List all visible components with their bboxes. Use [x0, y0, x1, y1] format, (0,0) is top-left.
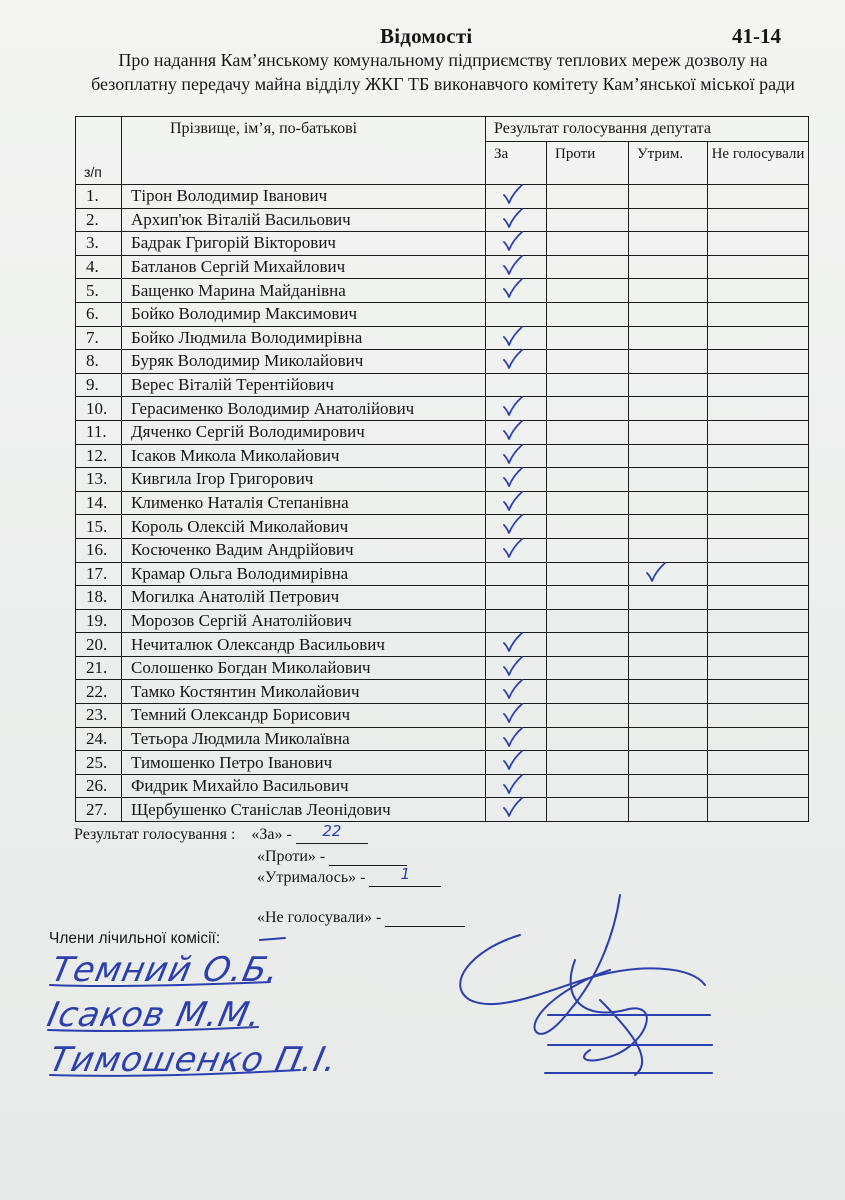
vote-cell-za — [486, 538, 547, 562]
row-number: 21. — [76, 656, 122, 680]
vote-cell-proty — [547, 444, 629, 468]
vote-cell-proty — [547, 704, 629, 728]
vote-cell-utrym — [629, 491, 708, 515]
deputy-name: Фидрик Михайло Васильович — [122, 774, 486, 798]
vote-cell-ne — [708, 468, 809, 492]
table-row — [76, 633, 809, 657]
vote-cell-ne — [708, 562, 809, 586]
commission-signature-3: Тимошенко П.І. — [45, 1040, 342, 1080]
vote-cell-proty — [547, 208, 629, 232]
vote-cell-za — [486, 326, 547, 350]
checkmark-icon — [502, 655, 524, 679]
row-number: 6. — [76, 302, 122, 326]
deputy-name: Могилка Анатолій Петрович — [122, 586, 486, 610]
vote-cell-ne — [708, 208, 809, 232]
table-row — [76, 255, 809, 279]
summary-against-line — [257, 847, 407, 866]
table-row — [76, 515, 809, 539]
vote-cell-za — [486, 491, 547, 515]
vote-cell-proty — [547, 232, 629, 256]
deputy-name: Тамко Костянтин Миколайович — [122, 680, 486, 704]
table-row — [76, 751, 809, 775]
row-number: 16. — [76, 538, 122, 562]
vote-cell-proty — [547, 562, 629, 586]
row-number: 23. — [76, 704, 122, 728]
deputy-name: Буряк Володимир Миколайович — [122, 350, 486, 374]
vote-cell-za — [486, 185, 547, 209]
checkmark-icon — [502, 230, 524, 254]
vote-cell-ne — [708, 420, 809, 444]
checkmark-icon — [502, 348, 524, 372]
deputy-name: Король Олексій Миколайович — [122, 515, 486, 539]
column-header-abstain: Утрим. — [629, 142, 708, 185]
vote-cell-utrym — [629, 444, 708, 468]
vote-cell-proty — [547, 751, 629, 775]
checkmark-icon — [502, 277, 524, 301]
vote-cell-ne — [708, 751, 809, 775]
vote-cell-za — [486, 373, 547, 397]
vote-cell-ne — [708, 373, 809, 397]
vote-cell-proty — [547, 326, 629, 350]
vote-cell-ne — [708, 656, 809, 680]
vote-cell-utrym — [629, 232, 708, 256]
table-row — [76, 279, 809, 303]
vote-cell-proty — [547, 727, 629, 751]
row-number: 11. — [76, 420, 122, 444]
vote-cell-za — [486, 397, 547, 421]
checkmark-icon — [502, 395, 524, 419]
checkmark-icon — [502, 726, 524, 750]
commission-signature-1: Темний О.Б. — [47, 950, 284, 990]
commission-signature-2: Ісаков М.М. — [43, 995, 266, 1035]
table-row — [76, 609, 809, 633]
row-number: 5. — [76, 279, 122, 303]
vote-cell-za — [486, 420, 547, 444]
checkmark-icon — [502, 631, 524, 655]
document-title: Відомості — [380, 24, 473, 48]
checkmark-icon — [502, 773, 524, 797]
vote-cell-za — [486, 633, 547, 657]
summary-novote-label: «Не голосували» - — [257, 909, 382, 926]
vote-cell-za — [486, 468, 547, 492]
voting-table — [75, 116, 809, 822]
vote-cell-za — [486, 798, 547, 822]
checkmark-icon — [502, 537, 524, 561]
table-row — [76, 798, 809, 822]
vote-cell-utrym — [629, 633, 708, 657]
vote-cell-ne — [708, 350, 809, 374]
vote-cell-za — [486, 562, 547, 586]
commission-label: Члени лічильної комісії: — [49, 930, 221, 947]
checkmark-icon — [502, 325, 524, 349]
row-number: 25. — [76, 751, 122, 775]
vote-cell-utrym — [629, 468, 708, 492]
vote-cell-proty — [547, 586, 629, 610]
vote-cell-proty — [547, 279, 629, 303]
checkmark-icon — [502, 749, 524, 773]
summary-for-line — [74, 822, 368, 844]
table-row — [76, 704, 809, 728]
vote-cell-proty — [547, 185, 629, 209]
summary-against-label: «Проти» - — [257, 848, 326, 865]
vote-cell-ne — [708, 491, 809, 515]
checkmark-icon — [502, 443, 524, 467]
vote-cell-proty — [547, 255, 629, 279]
table-row — [76, 232, 809, 256]
deputy-name: Тимошенко Петро Іванович — [122, 751, 486, 775]
vote-cell-utrym — [629, 397, 708, 421]
vote-cell-utrym — [629, 704, 708, 728]
vote-cell-ne — [708, 538, 809, 562]
vote-cell-za — [486, 444, 547, 468]
deputy-name: Темний Олександр Борисович — [122, 704, 486, 728]
vote-cell-za — [486, 656, 547, 680]
table-row — [76, 350, 809, 374]
vote-cell-ne — [708, 633, 809, 657]
vote-cell-ne — [708, 515, 809, 539]
vote-cell-utrym — [629, 562, 708, 586]
deputy-name: Ісаков Микола Миколайович — [122, 444, 486, 468]
vote-cell-za — [486, 255, 547, 279]
table-row — [76, 727, 809, 751]
vote-cell-proty — [547, 633, 629, 657]
row-number: 7. — [76, 326, 122, 350]
table-row — [76, 444, 809, 468]
summary-novote-field — [385, 908, 465, 927]
checkmark-icon — [502, 796, 524, 820]
summary-label: Результат голосування : — [74, 826, 236, 843]
deputy-name: Солошенко Богдан Миколайович — [122, 656, 486, 680]
vote-cell-za — [486, 208, 547, 232]
column-header-name: Прізвище, ім’я, по-батькові — [122, 117, 486, 185]
deputy-name: Кивгила Ігор Григорович — [122, 468, 486, 492]
vote-cell-proty — [547, 538, 629, 562]
row-number: 17. — [76, 562, 122, 586]
row-number: 27. — [76, 798, 122, 822]
vote-cell-ne — [708, 798, 809, 822]
vote-cell-utrym — [629, 420, 708, 444]
vote-cell-za — [486, 727, 547, 751]
vote-cell-proty — [547, 680, 629, 704]
vote-cell-ne — [708, 680, 809, 704]
vote-cell-utrym — [629, 774, 708, 798]
vote-cell-utrym — [629, 373, 708, 397]
vote-cell-utrym — [629, 609, 708, 633]
table-row — [76, 185, 809, 209]
vote-cell-za — [486, 302, 547, 326]
vote-cell-za — [486, 232, 547, 256]
table-row — [76, 373, 809, 397]
vote-cell-utrym — [629, 350, 708, 374]
summary-novote-line — [257, 908, 465, 927]
table-row — [76, 326, 809, 350]
vote-cell-ne — [708, 774, 809, 798]
summary-for-field — [296, 822, 368, 844]
vote-cell-utrym — [629, 798, 708, 822]
deputy-name: Дяченко Сергій Володимирович — [122, 420, 486, 444]
vote-cell-ne — [708, 586, 809, 610]
vote-cell-ne — [708, 185, 809, 209]
vote-cell-proty — [547, 609, 629, 633]
table-row — [76, 420, 809, 444]
vote-cell-utrym — [629, 515, 708, 539]
deputy-name: Бадрак Григорій Вікторович — [122, 232, 486, 256]
vote-cell-za — [486, 279, 547, 303]
vote-cell-utrym — [629, 255, 708, 279]
checkmark-icon — [502, 490, 524, 514]
row-number: 18. — [76, 586, 122, 610]
vote-cell-utrym — [629, 326, 708, 350]
column-header-result: Результат голосування депутата — [486, 117, 809, 142]
vote-cell-proty — [547, 656, 629, 680]
row-number: 12. — [76, 444, 122, 468]
vote-cell-proty — [547, 397, 629, 421]
table-row — [76, 208, 809, 232]
summary-abstain-field — [369, 865, 441, 887]
deputy-name: Морозов Сергій Анатолійович — [122, 609, 486, 633]
checkmark-icon — [645, 561, 667, 585]
vote-cell-za — [486, 704, 547, 728]
deputy-name: Тірон Володимир Іванович — [122, 185, 486, 209]
row-number: 8. — [76, 350, 122, 374]
summary-abstain-line — [257, 865, 441, 887]
deputy-name: Нечиталюк Олександр Васильович — [122, 633, 486, 657]
checkmark-icon — [502, 419, 524, 443]
table-row — [76, 586, 809, 610]
deputy-name: Верес Віталій Терентійович — [122, 373, 486, 397]
deputy-name: Косюченко Вадим Андрійович — [122, 538, 486, 562]
summary-abstain-value: 1 — [400, 865, 411, 883]
checkmark-icon — [502, 466, 524, 490]
row-number: 10. — [76, 397, 122, 421]
vote-cell-proty — [547, 515, 629, 539]
row-number: 3. — [76, 232, 122, 256]
vote-cell-za — [486, 609, 547, 633]
vote-cell-ne — [708, 302, 809, 326]
deputy-name: Клименко Наталія Степанівна — [122, 491, 486, 515]
vote-cell-ne — [708, 609, 809, 633]
checkmark-icon — [502, 513, 524, 537]
vote-cell-za — [486, 586, 547, 610]
row-number: 22. — [76, 680, 122, 704]
vote-cell-za — [486, 515, 547, 539]
vote-cell-proty — [547, 302, 629, 326]
table-row — [76, 562, 809, 586]
vote-cell-ne — [708, 255, 809, 279]
column-header-number: з/п — [76, 117, 122, 185]
vote-cell-za — [486, 751, 547, 775]
checkmark-icon — [502, 183, 524, 207]
voting-table-body — [76, 185, 809, 822]
vote-cell-ne — [708, 279, 809, 303]
vote-cell-za — [486, 680, 547, 704]
deputy-name: Батланов Сергій Михайлович — [122, 255, 486, 279]
vote-cell-proty — [547, 350, 629, 374]
vote-cell-utrym — [629, 751, 708, 775]
table-row — [76, 468, 809, 492]
column-header-for: За — [486, 142, 547, 185]
row-number: 9. — [76, 373, 122, 397]
deputy-name: Тетьора Людмила Миколаївна — [122, 727, 486, 751]
row-number: 2. — [76, 208, 122, 232]
table-row — [76, 491, 809, 515]
table-row — [76, 538, 809, 562]
vote-cell-utrym — [629, 185, 708, 209]
table-row — [76, 302, 809, 326]
checkmark-icon — [502, 254, 524, 278]
vote-cell-za — [486, 774, 547, 798]
table-row — [76, 680, 809, 704]
summary-for-label: «За» - — [251, 826, 292, 843]
vote-cell-utrym — [629, 586, 708, 610]
deputy-name: Щербушенко Станіслав Леонідович — [122, 798, 486, 822]
checkmark-icon — [502, 702, 524, 726]
column-header-novote: Не голосували — [708, 142, 809, 185]
vote-cell-proty — [547, 491, 629, 515]
vote-cell-ne — [708, 704, 809, 728]
column-header-against: Проти — [547, 142, 629, 185]
deputy-name: Герасименко Володимир Анатолійович — [122, 397, 486, 421]
vote-cell-utrym — [629, 656, 708, 680]
deputy-name: Крамар Ольга Володимирівна — [122, 562, 486, 586]
vote-cell-proty — [547, 373, 629, 397]
vote-cell-utrym — [629, 680, 708, 704]
vote-cell-utrym — [629, 208, 708, 232]
row-number: 19. — [76, 609, 122, 633]
deputy-name: Архип'юк Віталій Васильович — [122, 208, 486, 232]
vote-cell-utrym — [629, 538, 708, 562]
vote-cell-utrym — [629, 302, 708, 326]
document-subtitle: Про надання Кам’янському комунальному підприємству теплових мереж дозволу на безоплатну передачу майна відділу ЖКГ ТБ виконавчого комітету Кам’янської міської ради — [91, 50, 795, 94]
summary-for-value: 22 — [322, 822, 342, 840]
vote-cell-ne — [708, 397, 809, 421]
table-row — [76, 656, 809, 680]
deputy-name: Бойко Володимир Максимович — [122, 302, 486, 326]
vote-cell-ne — [708, 232, 809, 256]
row-number: 13. — [76, 468, 122, 492]
vote-cell-ne — [708, 727, 809, 751]
row-number: 1. — [76, 185, 122, 209]
row-number: 26. — [76, 774, 122, 798]
row-number: 15. — [76, 515, 122, 539]
vote-cell-utrym — [629, 727, 708, 751]
table-row — [76, 397, 809, 421]
row-number: 24. — [76, 727, 122, 751]
vote-cell-proty — [547, 420, 629, 444]
deputy-name: Бащенко Марина Майданівна — [122, 279, 486, 303]
document-number: 41-14 — [732, 24, 781, 48]
checkmark-icon — [502, 207, 524, 231]
vote-cell-ne — [708, 326, 809, 350]
vote-cell-za — [486, 350, 547, 374]
row-number: 20. — [76, 633, 122, 657]
summary-against-field — [329, 847, 407, 866]
vote-cell-ne — [708, 444, 809, 468]
checkmark-icon — [502, 678, 524, 702]
row-number: 4. — [76, 255, 122, 279]
vote-cell-proty — [547, 798, 629, 822]
vote-cell-utrym — [629, 279, 708, 303]
vote-cell-proty — [547, 468, 629, 492]
summary-abstain-label: «Утрималось» - — [257, 869, 366, 886]
deputy-name: Бойко Людмила Володимирівна — [122, 326, 486, 350]
table-row — [76, 774, 809, 798]
vote-cell-proty — [547, 774, 629, 798]
row-number: 14. — [76, 491, 122, 515]
